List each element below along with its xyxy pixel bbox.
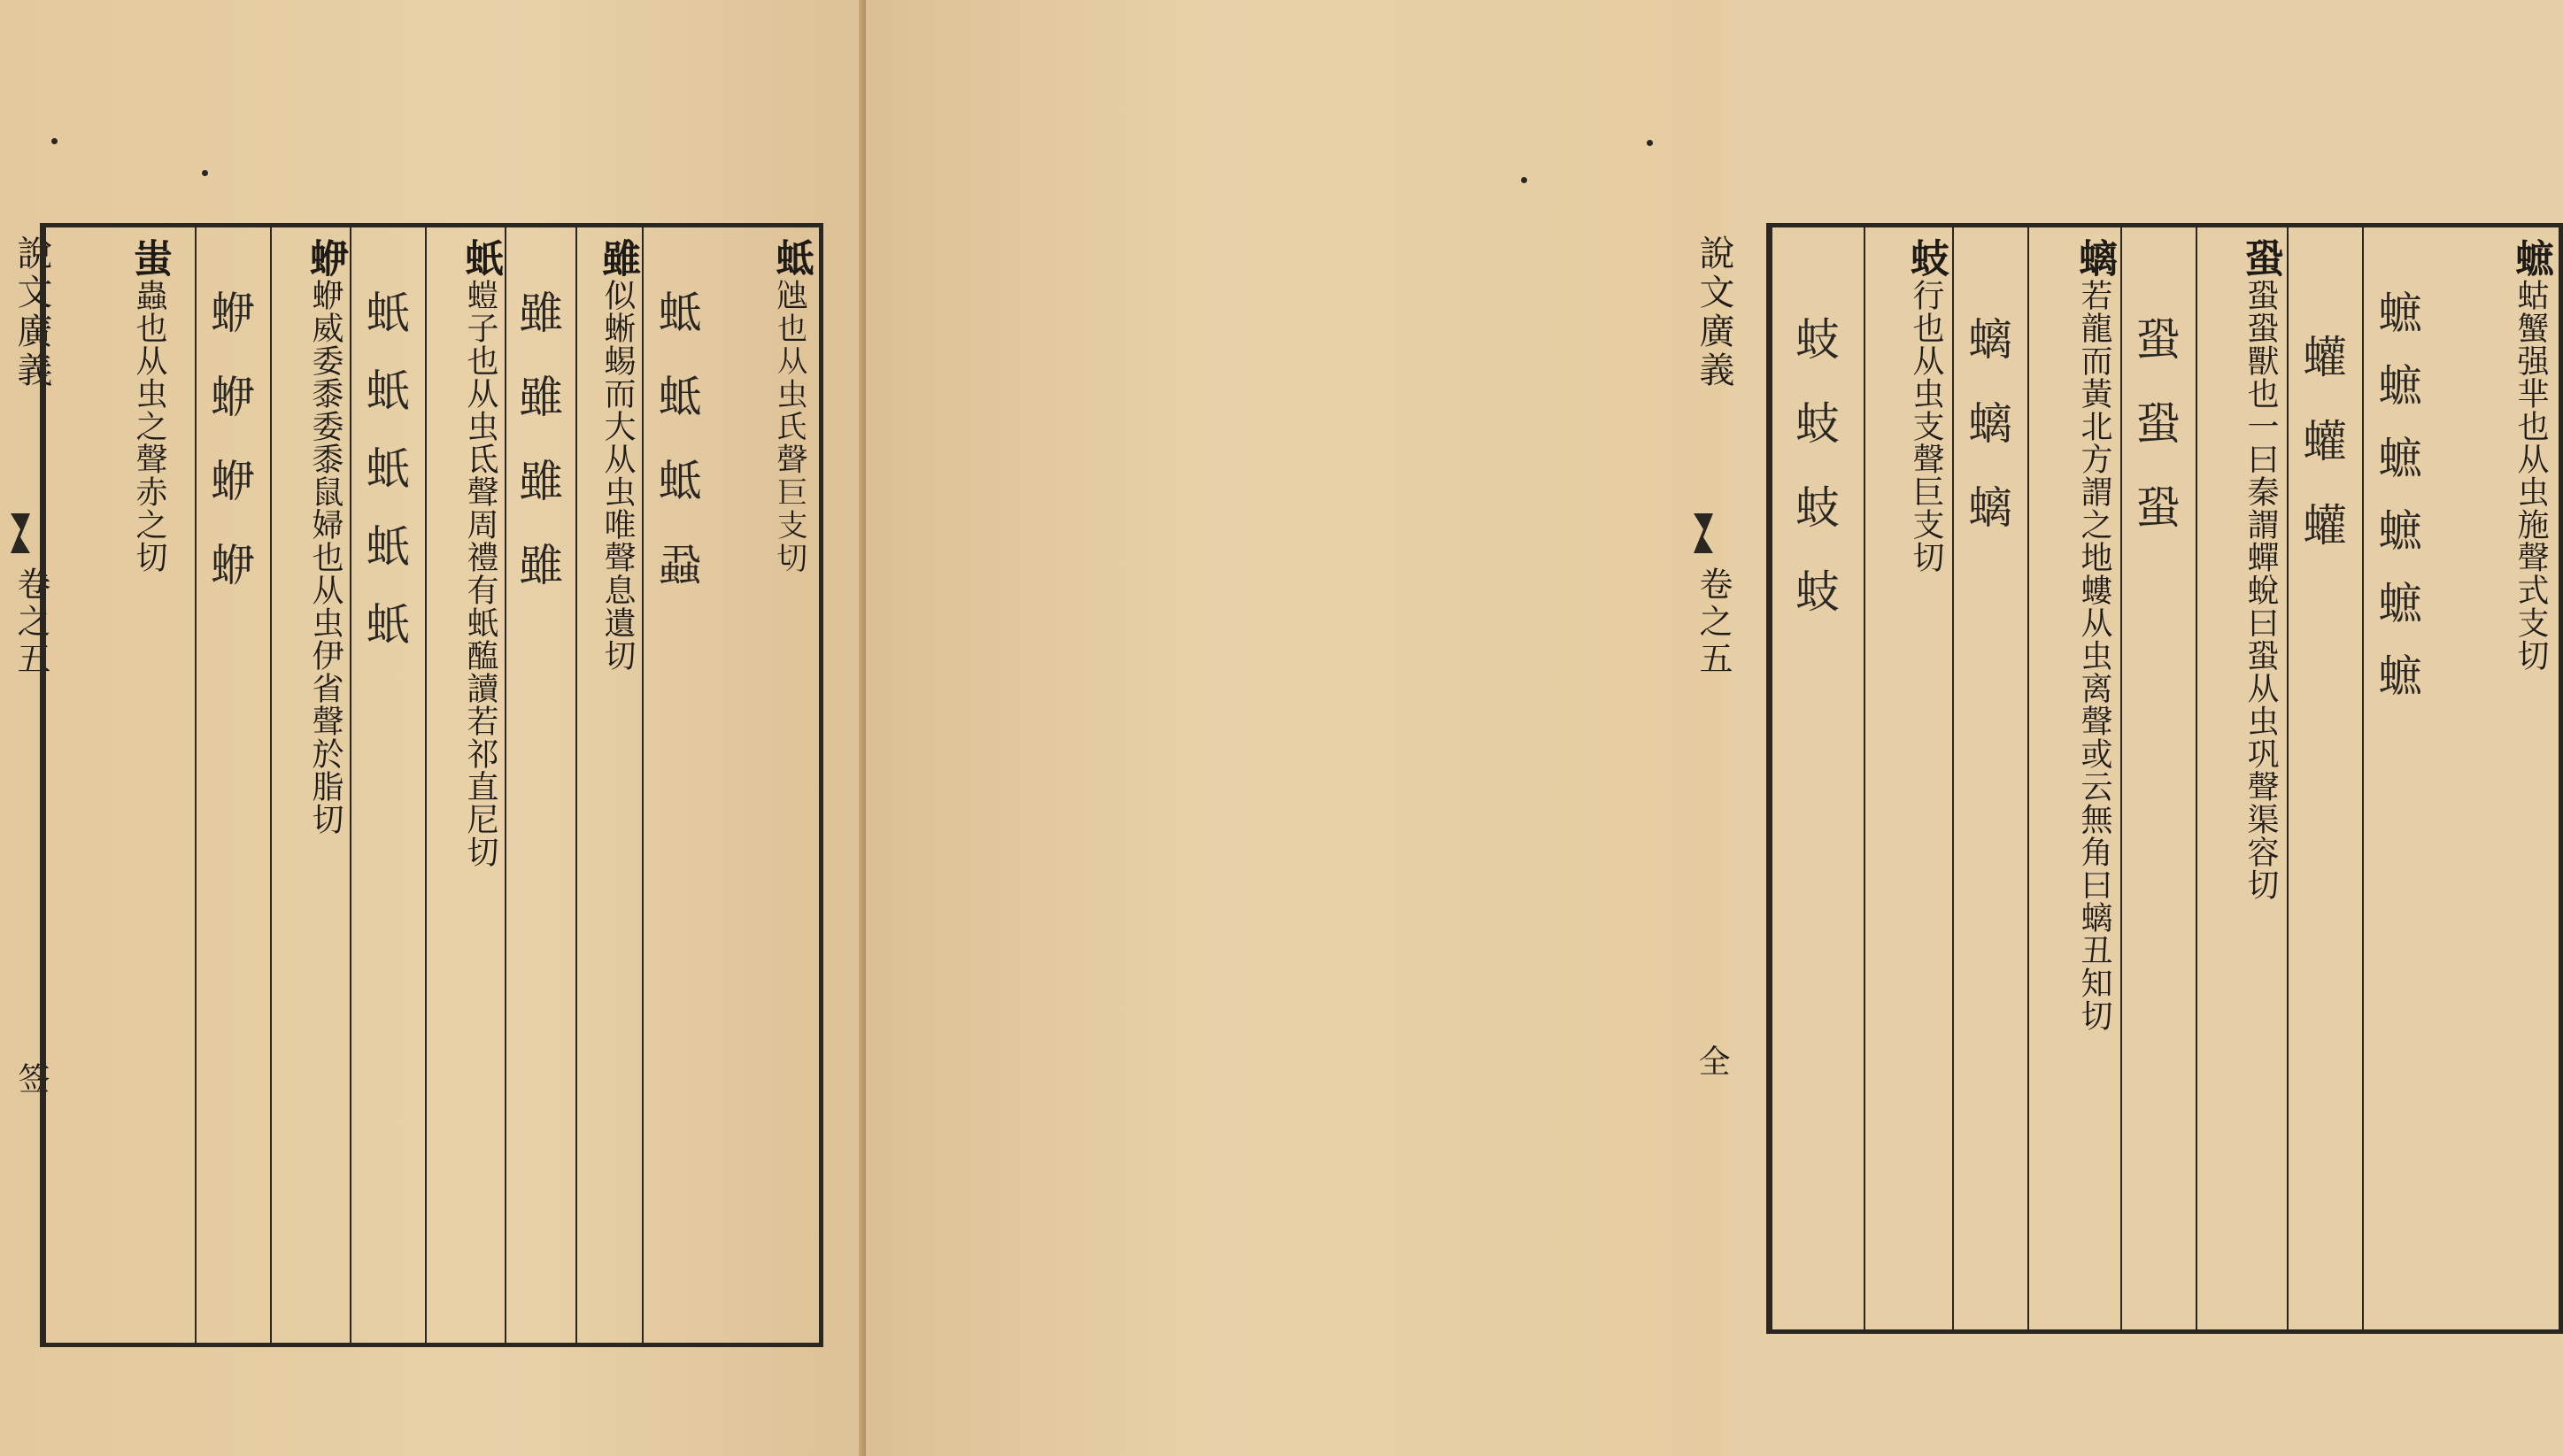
seal-script-column bbox=[505, 227, 575, 1343]
entry-gloss: 蛩蛩獸也一曰秦謂蟬蛻曰蛩从虫巩聲渠容切 bbox=[2243, 279, 2279, 901]
entry-column bbox=[2196, 227, 2287, 1329]
seal-script-forms: 雖雖雖雖 bbox=[512, 289, 563, 626]
seal-script-forms: 蚳蚳蚳蝨 bbox=[651, 289, 702, 626]
entry-gloss: 蛄蟹强芈也从虫施聲式支切 bbox=[2513, 279, 2549, 672]
entry-column bbox=[425, 227, 505, 1343]
entry-gloss: 若龍而黃北方謂之地螻从虫离聲或云無角曰螭丑知切 bbox=[2076, 279, 2112, 1032]
entry-head-character: 蟅 bbox=[2508, 238, 2553, 279]
entry-head-character: 螭 bbox=[2072, 238, 2117, 279]
entry-gloss: 螘子也从虫氐聲周禮有蚔醢讀若祁直尼切 bbox=[462, 279, 498, 868]
seal-script-forms: 螭螭螭 bbox=[1961, 316, 2012, 568]
seal-script-forms: 蛩蛩蛩 bbox=[2129, 316, 2181, 568]
seal-script-column bbox=[195, 227, 270, 1343]
left-volume-number: 卷之五 bbox=[12, 566, 50, 678]
entry-column bbox=[2027, 227, 2120, 1329]
entry-column bbox=[270, 227, 350, 1343]
right-page bbox=[866, 0, 2553, 1456]
seal-script-forms: 蟅蟅蟅蟅蟅蟅 bbox=[2371, 289, 2422, 725]
seal-script-column bbox=[1952, 227, 2027, 1329]
entry-head-character: 蛩 bbox=[2238, 238, 2283, 279]
entry-gloss: 蛜威委黍委黍鼠婦也从虫伊省聲於脂切 bbox=[307, 279, 344, 836]
seal-script-column bbox=[1771, 227, 1864, 1329]
entry-column bbox=[1864, 227, 1952, 1329]
entry-column bbox=[2437, 227, 2559, 1329]
left-page bbox=[0, 0, 866, 1456]
right-volume-number: 卷之五 bbox=[1694, 566, 1733, 678]
seal-script-column bbox=[642, 227, 717, 1343]
right-margin-title: 說文廣義 bbox=[1694, 235, 1734, 390]
entry-column bbox=[44, 227, 195, 1343]
entry-column bbox=[575, 227, 642, 1343]
right-text-frame bbox=[1766, 223, 2563, 1334]
left-folio-number: 签 bbox=[13, 1062, 50, 1094]
entry-column bbox=[717, 227, 819, 1343]
entry-head-character: 蚑 bbox=[1903, 238, 1949, 279]
entry-gloss: 𧉇也从虫氏聲巨支切 bbox=[773, 279, 809, 574]
right-folio-number: 全 bbox=[1694, 1044, 1730, 1076]
seal-script-forms: 蠸蠸蠸 bbox=[2296, 334, 2347, 586]
binding-hole bbox=[202, 170, 208, 176]
seal-script-column bbox=[350, 227, 425, 1343]
entry-gloss: 似蜥蜴而大从虫唯聲息遺切 bbox=[599, 279, 636, 672]
binding-hole bbox=[1647, 140, 1653, 146]
binding-hole bbox=[1521, 177, 1527, 183]
seal-script-forms: 蚔蚔蚔蚔蚔 bbox=[359, 289, 410, 679]
fish-tail-mark-right bbox=[1694, 513, 1713, 553]
entry-head-character: 蚳 bbox=[768, 238, 814, 279]
entry-head-character: 蚔 bbox=[458, 238, 503, 279]
left-text-frame bbox=[40, 223, 823, 1347]
binding-hole bbox=[51, 138, 58, 144]
entry-gloss: 行也从虫支聲巨支切 bbox=[1908, 279, 1944, 574]
entry-head-character: 蛜 bbox=[303, 238, 348, 279]
seal-script-column bbox=[2287, 227, 2362, 1329]
left-margin-title: 說文廣義 bbox=[12, 235, 52, 390]
seal-script-forms: 蛜蛜蛜蛜 bbox=[204, 289, 255, 626]
entry-head-character: 雖 bbox=[595, 238, 640, 279]
seal-script-column bbox=[2120, 227, 2196, 1329]
seal-script-column bbox=[2362, 227, 2437, 1329]
seal-script-forms: 蚑蚑蚑蚑 bbox=[1788, 316, 1840, 652]
entry-gloss: 蟲也从虫之聲赤之切 bbox=[131, 279, 167, 574]
fish-tail-mark-left bbox=[11, 513, 30, 553]
entry-head-character: 蚩 bbox=[127, 238, 172, 279]
